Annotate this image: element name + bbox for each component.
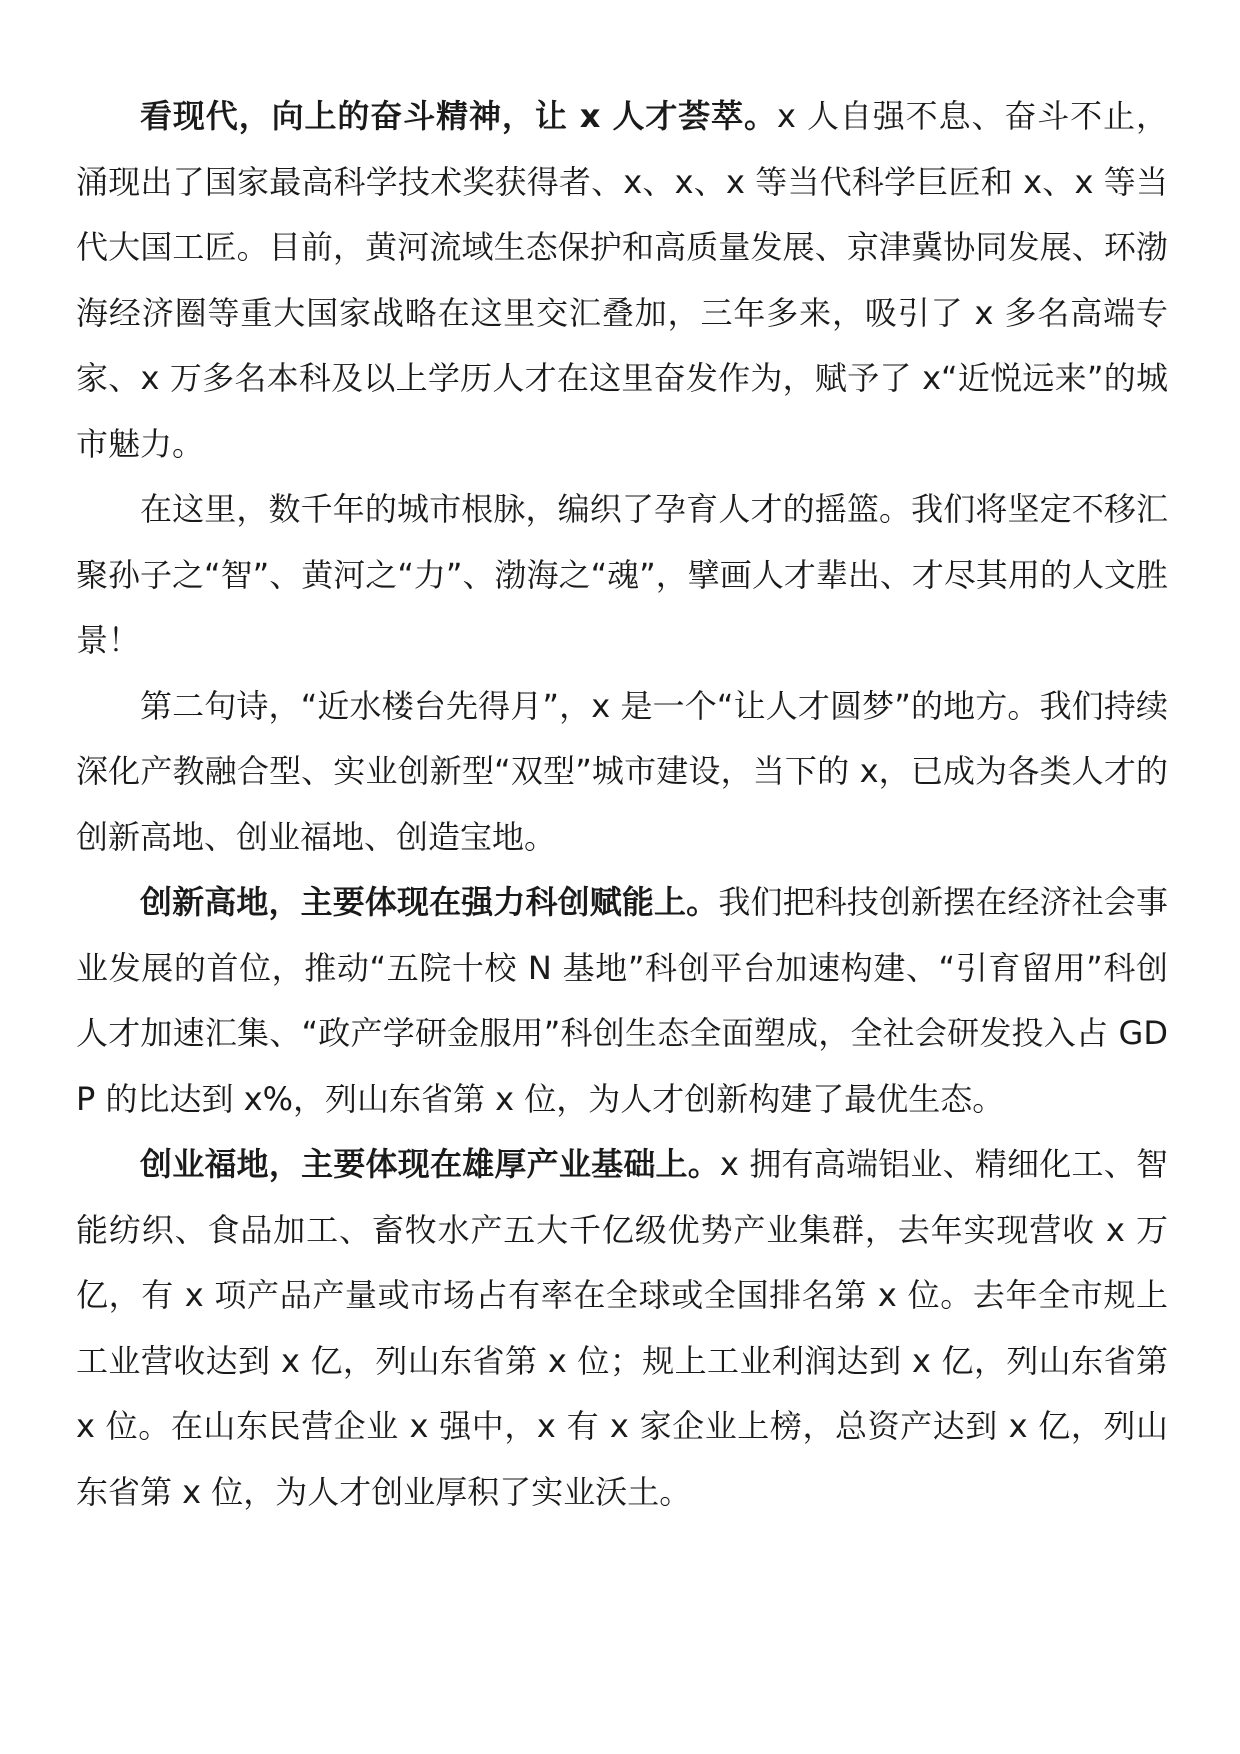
paragraph-entrepreneurship-blessed-land [76,1132,1168,1525]
paragraph-second-poem [76,674,1168,871]
paragraph-innovation-highland [76,870,1168,1132]
paragraph-lead: 创业福地，主要体现在雄厚产业基础上。 [140,1145,720,1183]
document-body [76,84,1168,1525]
paragraph-text: 我们把科技创新摆在经济社会事业发展的首位，推动“五院十校 N 基地”科创平台加速构建、“引育留用”科创人才加速汇集、“政产学研金服用”科创生态全面塑成，全社会研发投入占 GDP 的比达到 x%，列山东省第 x 位，为人才创新构建了最优生态。 [76,883,1168,1118]
paragraph-text: 第二句诗，“近水楼台先得月”，x 是一个“让人才圆梦”的地方。我们持续深化产教融合型、实业创新型“双型”城市建设，当下的 x，已成为各类人才的创新高地、创业福地、创造宝地。 [76,686,1168,856]
paragraph-text: x 人自强不息、奋斗不止，涌现出了国家最高科学技术奖获得者、x、x、x 等当代科学巨匠和 x、x 等当代大国工匠。目前，黄河流域生态保护和高质量发展、京津冀协同发展、环渤海经济圈等重大国家战略在这里交汇叠加，三年多来，吸引了 x 多名高端专家、x 万多名本科及以上学历人才在这里奋发作为，赋予了 x“近悦远来”的城市魅力。 [76,97,1168,463]
paragraph-modern-spirit [76,84,1168,477]
paragraph-lead: 创新高地，主要体现在强力科创赋能上。 [140,883,719,921]
paragraph-text: x 拥有高端铝业、精细化工、智能纺织、食品加工、畜牧水产五大千亿级优势产业集群，去年实现营收 x 万亿，有 x 项产品产量或市场占有率在全球或全国排名第 x 位。去年全市规上工业营收达到 x 亿，列山东省第 x 位；规上工业利润达到 x 亿，列山东省第 x 位。在山东民营企业 x 强中，x 有 x 家企业上榜，总资产达到 x 亿，列山东省第 x 位，为人才创业厚积了实业沃土。 [76,1145,1168,1511]
paragraph-city-roots [76,477,1168,674]
paragraph-text: 在这里，数千年的城市根脉，编织了孕育人才的摇篮。我们将坚定不移汇聚孙子之“智”、黄河之“力”、渤海之“魂”，擘画人才辈出、才尽其用的人文胜景！ [76,490,1168,659]
paragraph-lead: 看现代，向上的奋斗精神，让 x 人才荟萃。 [140,97,777,135]
